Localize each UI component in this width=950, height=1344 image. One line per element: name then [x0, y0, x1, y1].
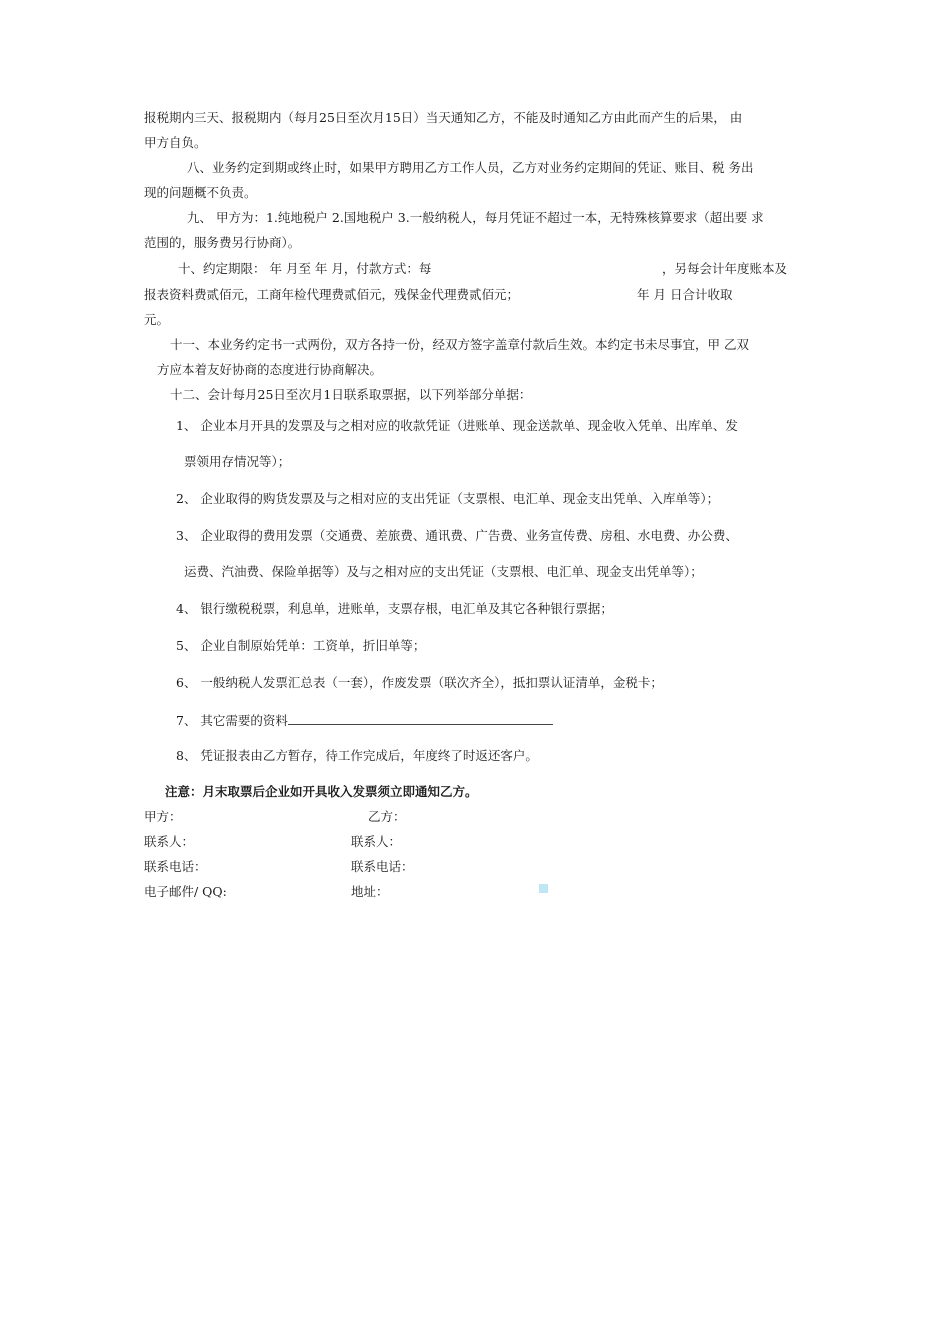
list-item-1-line-2: 票领用存情况等）； [184, 454, 291, 469]
party-a-label: 甲方： [144, 809, 182, 824]
clause-10-line-2a: 报表资料费贰佰元，工商年检代理费贰佰元，残保金代理费贰佰元； [144, 287, 520, 302]
party-b-contact-label: 联系人： [351, 834, 402, 849]
other-materials-blank-line [288, 711, 553, 725]
clause-11-line-2: 方应本着友好协商的态度进行协商解决。 [157, 362, 383, 377]
clause-10-line-1a: 十、约定期限： 年 月至 年 月，付款方式：每 [178, 261, 432, 276]
clause-7-line-2: 甲方自负。 [144, 135, 207, 150]
list-item-4: 4、 银行缴税税票，利息单，进账单，支票存根，电汇单及其它各种银行票据； [176, 601, 613, 616]
list-item-8: 8、 凭证报表由乙方暂存，待工作完成后，年度终了时返还客户。 [176, 748, 538, 763]
list-item-2: 2、 企业取得的购货发票及与之相对应的支出凭证（支票根、电汇单、现金支出凭单、入库单等）； [176, 491, 720, 506]
clause-12-heading: 十二、会计每月25日至次月1日联系取票据，以下列举部分单据： [170, 387, 532, 402]
cursor-marker-icon [539, 884, 548, 893]
list-item-7 [176, 711, 553, 729]
party-a-email-label: 电子邮件/ QQ: [144, 884, 227, 899]
party-b-phone-label: 联系电话： [351, 859, 414, 874]
clause-7-line-1: 报税期内三天、报税期内（每月25日至次月15日）当天通知乙方，不能及时通知乙方由此而产生的后果， 由 [144, 110, 743, 125]
list-item-6: 6、 一般纳税人发票汇总表（一套），作废发票（联次齐全），抵扣票认证清单，金税卡； [176, 675, 663, 690]
list-item-5: 5、 企业自制原始凭单：工资单，折旧单等； [176, 638, 426, 653]
clause-10-line-1b: ，另每会计年度账本及 [662, 261, 788, 276]
party-a-contact-label: 联系人： [144, 834, 195, 849]
list-item-1-line-1: 1、 企业本月开具的发票及与之相对应的收款凭证（进账单、现金送款单、现金收入凭单、出库单、发 [176, 418, 738, 433]
clause-8-line-1: 八、业务约定到期或终止时，如果甲方聘用乙方工作人员，乙方对业务约定期间的凭证、账目、税 务出 [187, 160, 754, 175]
list-item-3-line-1: 3、 企业取得的费用发票（交通费、差旅费、通讯费、广告费、业务宣传费、房租、水电费、办公费、 [176, 528, 738, 543]
clause-8-line-2: 现的问题概不负责。 [144, 185, 257, 200]
party-a-phone-label: 联系电话： [144, 859, 207, 874]
list-item-7-label: 7、 其它需要的资料 [176, 713, 288, 728]
list-item-3-line-2: 运费、汽油费、保险单据等）及与之相对应的支出凭证（支票根、电汇单、现金支出凭单等）； [184, 564, 703, 579]
clause-9-line-1: 九、 甲方为：1.纯地税户 2.国地税户 3.一般纳税人，每月凭证不超过一本，无特殊核算要求（超出要 求 [187, 210, 764, 225]
notice-text: 注意：月末取票后企业如开具收入发票须立即通知乙方。 [165, 784, 478, 799]
clause-10-line-2b: 年 月 日合计收取 [637, 287, 733, 302]
clause-11-line-1: 十一、本业务约定书一式两份，双方各持一份，经双方签字盖章付款后生效。本约定书未尽事宜，甲 乙双 [170, 337, 749, 352]
party-b-address-label: 地址： [351, 884, 389, 899]
clause-9-line-2: 范围的，服务费另行协商）。 [144, 235, 301, 250]
clause-10-line-3: 元。 [144, 312, 170, 327]
party-b-label: 乙方： [368, 809, 406, 824]
